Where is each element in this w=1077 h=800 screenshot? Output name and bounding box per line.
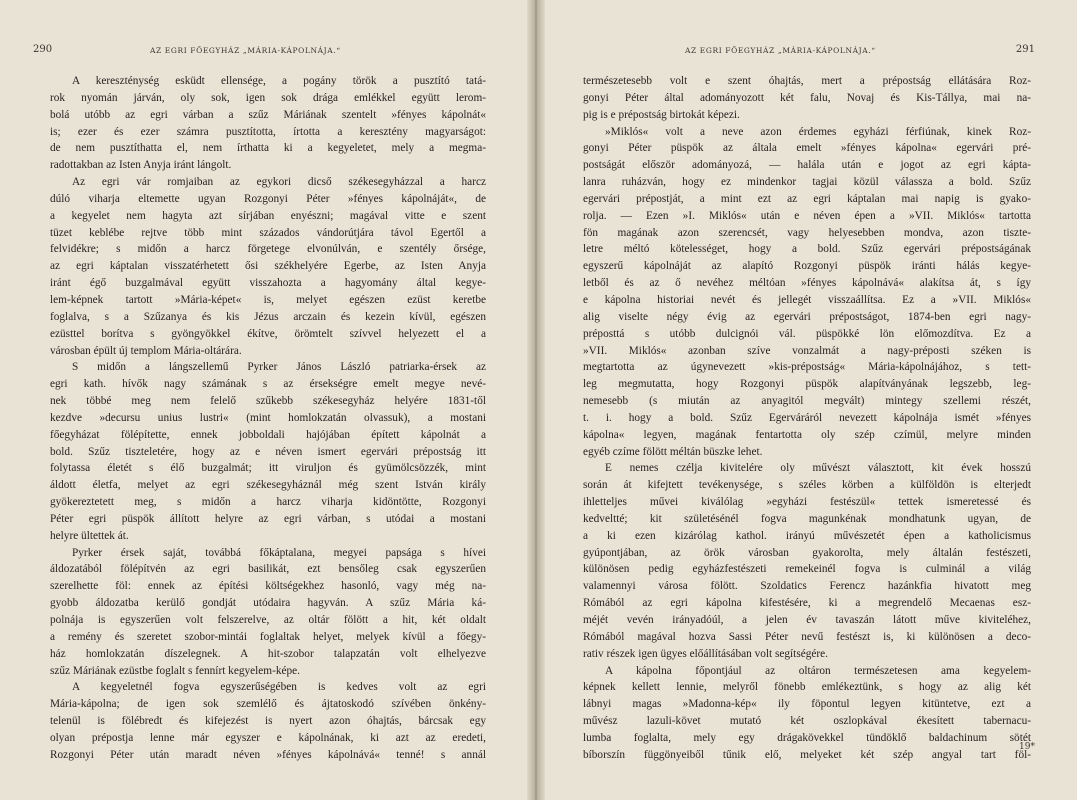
text-line: is; ezer és ezer számra pusztította, írtotta a keresztény magyarságot: xyxy=(50,125,486,138)
text-line: préposttá s utóbb dulcignói vál. püspökké lön előmozdítva. Ez a xyxy=(583,327,1031,340)
text-line: »VII. Miklós« azonban szíve vonzalmát a nagy-préposti széken is xyxy=(583,344,1031,357)
text-line: természetesebb volt e szent óhajtás, mert a prépostság ellátására Roz- xyxy=(583,75,1031,87)
text-line: alig viselte négy évig az egervári prépostságot, 1874-ben egri nagy- xyxy=(583,310,1031,323)
text-line: kedveltté; kit születésénél fogva magunkénak mondhatunk ugyan, de xyxy=(583,512,1031,525)
text-line: »Miklós« volt a neve azon érdemes egyházi férfiúnak, kinek Roz- xyxy=(605,125,1031,138)
text-line: kezdve »decursu unius lustri« (mint homlokzatán olvassuk), a mostani xyxy=(50,411,486,424)
text-line: különösen pedig egyházfestészeti remekeinél fogva is culminál a világ xyxy=(583,563,1031,576)
text-line: méjét vevén irányadóúl, a jelen év tavaszán látott műve kiviteléhez, xyxy=(583,614,1031,626)
text-line: ezüsttel borítva s gyöngyökkel ékítve, örömtelt szívvel helyezett el a xyxy=(50,327,486,340)
text-line: bold. Szűz tiszteletére, hogy az e néven ismert egervári prépostság itt xyxy=(50,445,486,458)
text-line: a ki ezen kizárólag kathol. irányú művészetét épen a katholicismus xyxy=(583,529,1031,542)
text-line: Rómából az egri kápolna kifestésére, ki a megrendelő Mecaenas esz- xyxy=(583,597,1031,610)
text-line: ház homlokzatán díszelegnek. A hit-szobor talapzatán volt elhelyezve xyxy=(50,647,486,660)
page-number: 290 xyxy=(33,44,53,55)
text-line: Mária-kápolna; de igen sok szemlélő és ájtatoskodó szívében önkény- xyxy=(50,698,486,711)
text-line: nemesebb (s miután az anyagitól megvált) mintegy szellemi részét, xyxy=(583,395,1031,408)
text-line: során át kifejtett tevékenysége, s széles körben a külföldön is elterjedt xyxy=(583,479,1031,492)
text-line: E nemes czélja kivitelére oly művészt választott, kit évek hosszú xyxy=(605,462,1031,475)
right-page xyxy=(545,0,1077,800)
page-body-text xyxy=(583,73,1031,764)
text-line: letre méltó kötelességet, hogy a bold. Szűz egervári prépostságának xyxy=(583,243,1031,256)
text-line: postságát először adományozá, — halála után e jogot az egri kápta- xyxy=(583,159,1031,172)
book-gutter xyxy=(527,0,545,800)
text-line: valamennyi városa fölött. Szoldatics Ferencz hazánkfia hivatott meg xyxy=(583,580,1031,593)
text-line: dúló viharja eltemette ugyan Rozgonyi Péter »fényes kápolnáját«, de xyxy=(50,192,486,205)
text-line: Pyrker érsek saját, továbbá főkáptalana, megyei papsága s hívei xyxy=(72,546,486,559)
text-line: városban épült új templom Mária-oltárára. xyxy=(50,344,242,357)
text-line: A kegyeletnél fogva egyszerűségében is kedves volt az egri xyxy=(72,681,486,694)
text-line: e kápolna historiai nevét és jellegét visszaállítsa. Ez a »VII. Miklós« xyxy=(583,293,1031,306)
text-line: kápolna« legyen, magának fentartotta oly szép czímül, melyre minden xyxy=(583,428,1031,441)
text-line: nek többé meg nem felelő szűkebb székesegyház helyére 1831-től xyxy=(50,395,486,408)
text-line: egri kath. hívők nagy számának s az érsekségre emelt megye nevé- xyxy=(50,378,486,391)
text-line: polnája is egyszerűen volt felszerelve, az oltár fölött a hit, két oldalt xyxy=(50,614,486,626)
left-page xyxy=(0,0,527,800)
running-header: AZ EGRI FŐEGYHÁZ „MÁRIA-KÁPOLNÁJA.“ xyxy=(150,46,341,55)
text-line: iránt égő buzgalmával együtt visszahozta a hagyomány által kegye- xyxy=(50,277,486,290)
text-line: művész lazuli-követ mutató két oszlopkával ékesített tabernacu- xyxy=(583,715,1031,728)
text-line: képnek kellett lennie, melyről fönebb emlékeztünk, s hogy az alig két xyxy=(583,681,1031,694)
text-line: bíborszín függönyeiből tűnik elő, melyeket két szép angyal tart föl- xyxy=(583,748,1031,761)
text-line: radottakban az Isten Anyja iránt lángolt. xyxy=(50,159,232,172)
text-line: gonyi Péter által adományozott két falu, Novaj és Kis-Tállya, mai na- xyxy=(583,91,1031,104)
text-line: megtartotta az úgynevezett »kis-prépostság« Mária-kápolnájához, s tett- xyxy=(583,361,1031,374)
signature-mark: 19* xyxy=(1019,742,1035,752)
page-number: 291 xyxy=(1015,44,1035,55)
text-line: lem-képnek tartott »Mária-képet« is, melyet egészen ezüst keretbe xyxy=(50,293,486,306)
text-line: egervári prépostját, a mint ezt az egri káptalan mai napig is gyako- xyxy=(583,192,1031,205)
text-line: lanra ruházván, hogy ez mindenkor tagjai közül válassza a bold. Szűz xyxy=(583,176,1031,189)
text-line: de nem pusztíthatta el, nem írthatta ki a kegyeletet, mely a megma- xyxy=(50,142,486,155)
text-line: gonyi Péter püspök az általa emelt »fényes kápolna« egervári pré- xyxy=(583,142,1031,155)
text-line: S midőn a lángszellemű Pyrker János László patriarka-érsek az xyxy=(72,361,486,374)
text-line: rativ részek igen ügyes előállításában volt segítségére. xyxy=(583,647,828,660)
text-line: rok nyomán járván, oly sok, igen sok drága emlékkel együtt lerom- xyxy=(50,91,486,104)
text-line: foglalva, s a Szűzanya és kis Jézus arczain és kezein kívül, egészen xyxy=(50,310,486,323)
text-line: egyéb czíme fölött méltán büszke lehet. xyxy=(583,445,763,458)
text-line: telenül is fölébredt és kifejezést is nyert azon óhajtás, bárcsak egy xyxy=(50,715,486,728)
text-line: olyan prépostja lenne már egyszer e kápolnának, ki azt az eredeti, xyxy=(50,731,486,744)
text-line: a kegyelet nem hagyta azt sírjában enyészni; magával vitte e szent xyxy=(50,209,486,222)
text-line: Az egri vár romjaiban az egykori dicső székesegyházzal a harcz xyxy=(72,176,486,189)
text-line: a remény és szeretet szobor-mintái foglaltak helyet, melyek kívül a főegy- xyxy=(50,630,486,643)
text-line: Péter egri püspök állított helyre az egri várban, s utódai a mostani xyxy=(50,512,486,525)
text-line: pig is e prépostság birtokát képezi. xyxy=(583,108,740,121)
text-line: áldozatából fölépítvén az egri basilikát, ezt bensőleg csak egyszerűen xyxy=(50,563,486,576)
page-body-text xyxy=(50,73,486,764)
text-line: lumba foglalta, mely egy drágakövekkel tündöklő baldachinum sötét xyxy=(583,731,1031,744)
text-line: letből és az ő nevéhez méltóan »fényes kápolnává« alakítsa át, s így xyxy=(583,277,1031,290)
text-line: az egri káptalan visszatérhetett ősi székhelyére Egerbe, az Isten Anyja xyxy=(50,260,486,273)
text-line: gyobb áldozatba kerülő gondját utódaira hagyván. A szűz Mária ká- xyxy=(50,597,486,610)
text-line: A kápolna főpontjául az oltáron természetesen ama kegyelem- xyxy=(605,664,1031,677)
text-line: folytassa életét s élő buzgalmát; itt viruljon és gyümölcsözzék, mint xyxy=(50,462,486,475)
text-line: áldott életfa, melyet az egri székesegyháznál még szent István király xyxy=(50,479,486,492)
text-line: egyszerű kápolnáját az alapító Rozgonyi püspök iránti hálás kegye- xyxy=(583,260,1031,273)
text-line: rolja. — Ezen »I. Miklós« után e néven épen a »VII. Miklós« tartotta xyxy=(583,209,1031,222)
text-line: t. i. hogy a bold. Szűz Egerváráról nevezett kápolnája ismét »fényes xyxy=(583,411,1031,424)
text-line: felvidékre; s midőn a harcz förgetege elvonúlván, e szentély őrsége, xyxy=(50,243,486,256)
text-line: tüzet keblébe rejtve több mint százados vándorútjára távol Egertől a xyxy=(50,226,486,239)
text-line: gyúpontjában, az örök városban gyakorolta, mely általán festészeti, xyxy=(583,546,1031,559)
text-line: főegyházat fölépítette, ennek jobboldali hajójában épített kápolnát a xyxy=(50,428,486,441)
text-line: szerelhette föl: ennek az építési költségekhez hasonló, vagy még na- xyxy=(50,580,486,593)
text-line: ihletteljes művei kiválólag »egyházi festészül« tettek ismeretessé és xyxy=(583,496,1031,509)
text-line: Rozgonyi Péter után maradt néven »fényes kápolnává« tenné! s annál xyxy=(50,748,486,761)
text-line: bolá utóbb az egri várban a szűz Máriának szentelt »fényes kápolnát« xyxy=(50,108,486,121)
text-line: lábnyi magas »Madonna-kép« ily föpontul legyen kitüntetve, ezt a xyxy=(583,698,1031,711)
text-line: A kereszténység esküdt ellensége, a pogány török a pusztító tatá- xyxy=(72,75,486,87)
text-line: fön magának azon szerencsét, vagy helyesebben mondva, azon tiszte- xyxy=(583,226,1031,239)
text-line: leg megmutatta, hogy Rozgonyi püspök alapítványának legszebb, leg- xyxy=(583,378,1031,391)
text-line: szűz Máriának ezüstbe foglalt s fennírt kegyelem-képe. xyxy=(50,664,300,677)
text-line: Rómából magával hozva Sassi Péter nevű festészt is, ki különösen a deco- xyxy=(583,630,1031,643)
running-header: AZ EGRI FŐEGYHÁZ „MÁRIA-KÁPOLNÁJA.“ xyxy=(685,46,876,55)
text-line: gyökereztetett meg, s midőn a harcz viharja kidöntötte, Rozgonyi xyxy=(50,496,486,509)
text-line: helyre ültettek át. xyxy=(50,529,129,542)
